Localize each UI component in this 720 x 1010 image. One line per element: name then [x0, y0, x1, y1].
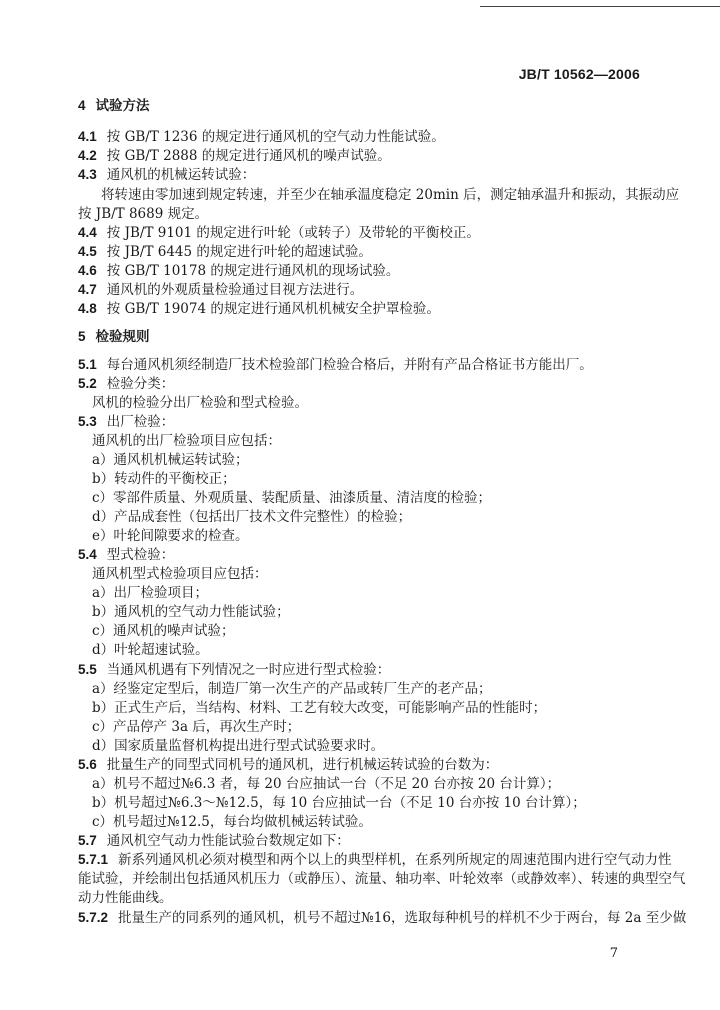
document-line [92, 470, 236, 488]
clause-text: 每台通风机须经制造厂技术检验部门检验合格后，并附有产品合格证书方能出厂。 [106, 357, 593, 373]
clause-text: a）通风机机械运转试验； [92, 452, 249, 468]
clause-text: b）转动件的平衡校正； [92, 471, 236, 487]
clause-number: 4 [78, 98, 86, 113]
clause-text: 风机的检验分出厂检验和型式检验。 [92, 395, 308, 411]
document-line [78, 128, 445, 146]
clause-text: 通风机的出厂检验项目应包括： [92, 433, 281, 449]
clause-text: 通风机型式检验项目应包括： [92, 566, 268, 582]
section-heading: 检验规则 [95, 329, 150, 345]
document-line [92, 451, 249, 469]
document-line [92, 641, 209, 659]
document-line [78, 546, 174, 564]
clause-text: 能试验，并绘制出包括通风机压力（或静压）、流量、轴功率、叶轮效率（或静效率）、转速的典型空气 [78, 871, 686, 887]
document-line [92, 489, 491, 507]
clause-text: 按 GB/T 2888 的规定进行通风机的噪声试验。 [106, 148, 391, 164]
document-line [92, 737, 384, 755]
clause-text: c）机号超过№12.5，每台均做机械运转试验。 [92, 814, 372, 830]
document-line [78, 205, 208, 223]
clause-text: 当通风机遇有下列情况之一时应进行型式检验： [106, 662, 391, 678]
clause-text: c）产品停产 3a 后，再次生产时； [92, 719, 301, 735]
document-line [92, 432, 281, 450]
document-line [92, 794, 586, 812]
document-line [92, 699, 546, 717]
document-line [92, 584, 208, 602]
clause-text: 按 GB/T 1236 的规定进行通风机的空气动力性能试验。 [106, 129, 445, 145]
clause-number: 5.3 [78, 414, 97, 429]
clause-text: 检验分类： [106, 376, 175, 392]
clause-number: 5 [78, 329, 86, 344]
document-line [78, 356, 593, 374]
document-line [92, 775, 560, 793]
clause-number: 4.1 [78, 129, 97, 144]
document-line [78, 832, 350, 850]
document-line [78, 889, 173, 907]
clause-number: 5.7 [78, 833, 97, 848]
clause-text: 通风机的机械运转试验： [106, 167, 256, 183]
document-line [78, 413, 174, 431]
document-line [92, 508, 411, 526]
clause-number: 4.5 [78, 244, 97, 259]
clause-number: 4.4 [78, 225, 97, 240]
clause-number: 5.7.1 [78, 852, 109, 867]
document-line [92, 813, 372, 831]
document-line [78, 243, 372, 261]
clause-text: 按 JB/T 8689 规定。 [78, 206, 209, 222]
document-line [92, 565, 268, 583]
document-line [92, 603, 290, 621]
document-line [92, 622, 235, 640]
clause-text: c）通风机的噪声试验； [92, 623, 235, 639]
clause-number: 4.7 [78, 282, 97, 297]
clause-text: 按 GB/T 10178 的规定进行通风机的现场试验。 [106, 263, 400, 279]
document-line [92, 680, 492, 698]
clause-number: 4.8 [78, 301, 97, 316]
clause-text: 按 JB/T 9101 的规定进行叶轮（或转子）及带轮的平衡校正。 [106, 225, 480, 241]
clause-text: 出厂检验： [106, 414, 175, 430]
document-line [78, 97, 150, 115]
clause-text: e）叶轮间隙要求的检查。 [92, 528, 249, 544]
clause-number: 5.6 [78, 757, 97, 772]
page-number: 7 [609, 946, 618, 961]
clause-text: d）国家质量监督机构提出进行型式试验要求时。 [92, 738, 385, 754]
document-line [78, 375, 174, 393]
document-line [78, 281, 363, 299]
clause-text: d）叶轮超速试验。 [92, 642, 209, 658]
document-line [78, 661, 390, 679]
top-rule [480, 6, 720, 7]
clause-text: 动力性能曲线。 [78, 890, 173, 906]
clause-text: 按 GB/T 19074 的规定进行通风机机械安全护罩检验。 [106, 301, 440, 317]
clause-number: 4.6 [78, 263, 97, 278]
document-line [78, 166, 255, 184]
document-line [78, 328, 150, 346]
clause-number: 5.1 [78, 357, 97, 372]
clause-number: 5.5 [78, 662, 97, 677]
clause-text: a）出厂检验项目； [92, 585, 209, 601]
clause-text: 新系列通风机必须对模型和两个以上的典型样机，在系列所规定的周速范围内进行空气动力性 [118, 852, 672, 868]
clause-number: 5.4 [78, 547, 97, 562]
document-line [78, 147, 391, 165]
clause-text: d）产品成套性（包括出厂技术文件完整性）的检验； [92, 509, 412, 525]
clause-number: 4.2 [78, 148, 97, 163]
clause-text: 按 JB/T 6445 的规定进行叶轮的超速试验。 [106, 244, 372, 260]
clause-text: c）零部件质量、外观质量、装配质量、油漆质量、清洁度的检验； [92, 490, 492, 506]
document-line [78, 300, 440, 318]
clause-text: 通风机空气动力性能试验台数规定如下： [106, 833, 350, 849]
clause-number: 4.3 [78, 167, 97, 182]
document-line [78, 262, 399, 280]
document-line [78, 756, 498, 774]
standard-code-header: JB/T 10562—2006 [518, 66, 640, 82]
clause-text: b）正式生产后，当结构、材料、工艺有较大改变，可能影响产品的性能时； [92, 700, 547, 716]
document-line [92, 527, 249, 545]
document-line [92, 394, 308, 412]
document-line [78, 224, 480, 242]
clause-text: 型式检验： [106, 547, 175, 563]
clause-text: a）机号不超过№6.3 者，每 20 台应抽试一台（不足 20 台亦按 20 台计算）； [92, 776, 561, 792]
document-line [78, 909, 686, 927]
clause-text: 批量生产的同型式同机号的通风机，进行机械运转试验的台数为： [106, 757, 499, 773]
clause-number: 5.2 [78, 376, 97, 391]
clause-text: 通风机的外观质量检验通过目视方法进行。 [106, 282, 364, 298]
clause-text: b）机号超过№6.3～№12.5，每 10 台应抽试一台（不足 10 台亦按 10 台计算）； [92, 795, 586, 811]
clause-text: 将转速由零加速到规定转速，并至少在轴承温度稳定 20min 后，测定轴承温升和振动，其振动应 [101, 187, 680, 203]
clause-number: 5.7.2 [78, 910, 109, 925]
document-line [78, 851, 672, 869]
document-line [92, 718, 300, 736]
document-line [78, 870, 686, 888]
document-line [101, 186, 679, 204]
section-heading: 试验方法 [95, 98, 150, 114]
clause-text: b）通风机的空气动力性能试验； [92, 604, 290, 620]
clause-text: 批量生产的同系列的通风机，机号不超过№16，选取每种机号的样机不少于两台，每 2a 至少做 [118, 910, 687, 926]
clause-text: a）经鉴定定型后，制造厂第一次生产的产品或转厂生产的老产品； [92, 681, 492, 697]
